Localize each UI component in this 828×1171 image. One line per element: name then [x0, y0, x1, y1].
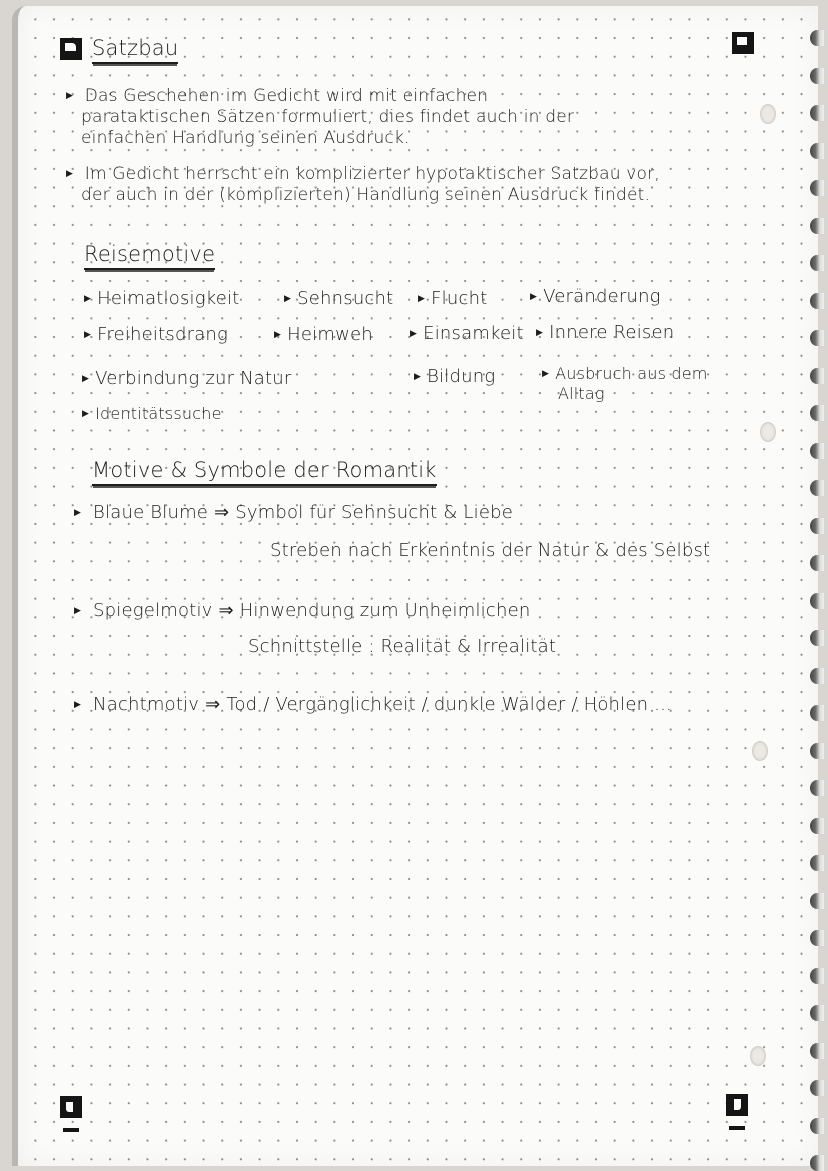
- spiral-coil-icon: [810, 555, 824, 571]
- spiral-coil-icon: [810, 743, 824, 759]
- scan-marker-top-left-icon: [60, 38, 82, 60]
- spiral-coil-icon: [810, 480, 824, 496]
- spiral-coil-icon: [810, 1155, 824, 1171]
- reisemotiv-item: ▶ Veränderung: [530, 286, 661, 307]
- spiral-coil-icon: [810, 368, 824, 384]
- spiral-coil-icon: [810, 818, 824, 834]
- motiv-term: Blaue Blume: [93, 502, 209, 523]
- spiral-coil-icon: [810, 218, 824, 234]
- spiral-coil-icon: [810, 68, 824, 84]
- reisemotiv-item: ▶ Ausbruch aus dem: [542, 364, 708, 383]
- spiral-coil-icon: [810, 330, 824, 346]
- scan-marker-bottom-left-icon: [60, 1096, 82, 1118]
- spiral-coil-icon: [810, 593, 824, 609]
- reisemotiv-item: ▶ Freiheitsdrang: [84, 324, 228, 345]
- motiv-entry-blaue-blume: [74, 502, 513, 523]
- scan-marker-top-right-icon: [732, 32, 754, 54]
- notebook-page: [12, 6, 818, 1166]
- motiv-meaning-line-2: Schnittstelle : Realität & Irrealität: [248, 636, 557, 657]
- satzbau-bullet-2: [66, 164, 660, 184]
- motiv-meaning-line-2: Streben nach Erkenntnis der Natur & des Selbst: [270, 540, 711, 561]
- spiral-coil-icon: [810, 255, 824, 271]
- motiv-entry-spiegelmotiv: [74, 600, 530, 621]
- spiral-coil-icon: [810, 705, 824, 721]
- spiral-binding: [804, 0, 828, 1171]
- reisemotiv-item: ▶ Flucht: [418, 288, 487, 309]
- spiral-coil-icon: [810, 1043, 824, 1059]
- spiral-coil-icon: [810, 780, 824, 796]
- motiv-meaning: Hinwendung zum Unheimlichen: [239, 600, 531, 621]
- reisemotiv-item: ▶ Bildung: [414, 366, 495, 387]
- spiral-coil-icon: [810, 518, 824, 534]
- spiral-coil-icon: [810, 630, 824, 646]
- reisemotiv-item: ▶ Sehnsucht: [284, 288, 393, 309]
- spiral-coil-icon: [810, 968, 824, 984]
- spiral-coil-icon: [810, 1005, 824, 1021]
- punched-hole-icon: [760, 104, 776, 124]
- spiral-coil-icon: [810, 443, 824, 459]
- satzbau-bullet-1-line-2: parataktischen Sätzen formuliert, dies findet auch in der: [81, 107, 575, 127]
- reisemotiv-item: ▶ Heimweh: [274, 324, 373, 345]
- section-heading-motive-symbole: Motive & Symbole der Romantik: [92, 458, 437, 486]
- spiral-coil-icon: [810, 855, 824, 871]
- spiral-coil-icon: [810, 930, 824, 946]
- spiral-coil-icon: [810, 293, 824, 309]
- punched-hole-icon: [752, 741, 768, 761]
- arrow-icon: ⇒: [214, 502, 230, 523]
- spiral-coil-icon: [810, 405, 824, 421]
- motiv-entry-nachtmotiv: [74, 694, 672, 715]
- arrow-icon: ⇒: [218, 600, 234, 621]
- spiral-coil-icon: [810, 105, 824, 121]
- satzbau-bullet-2-line-2: der auch in der (komplizierten) Handlung seinen Ausdruck findet.: [81, 185, 651, 205]
- marker-bar-icon: [729, 1126, 745, 1130]
- motiv-term: Spiegelmotiv: [93, 600, 213, 621]
- spiral-coil-icon: [810, 180, 824, 196]
- spiral-coil-icon: [810, 30, 824, 46]
- spiral-coil-icon: [810, 668, 824, 684]
- satzbau-bullet-1-line-3: einfachen Handlung seinen Ausdruck.: [81, 128, 410, 148]
- marker-bar-icon: [63, 1128, 79, 1132]
- section-heading-satzbau: Satzbau: [92, 36, 178, 64]
- spiral-coil-icon: [810, 1080, 824, 1096]
- spiral-coil-icon: [810, 893, 824, 909]
- motiv-meaning: Tod / Vergänglichkeit / dunkle Wälder / Höhlen ...: [226, 694, 672, 715]
- motiv-term: Nachtmotiv: [93, 694, 200, 715]
- section-heading-reisemotive: Reisemotive: [84, 242, 215, 270]
- reisemotiv-item-continued: Alltag: [558, 384, 605, 403]
- reisemotiv-item: ▶ Innere Reisen: [536, 322, 674, 343]
- satzbau-bullet-1: [66, 86, 488, 106]
- punched-hole-icon: [750, 1046, 766, 1066]
- reisemotiv-item: ▶ Heimatlosigkeit: [84, 288, 239, 309]
- motiv-meaning: Symbol für Sehnsucht & Liebe: [235, 502, 514, 523]
- punched-hole-icon: [760, 422, 776, 442]
- reisemotiv-item: ▶ Identitätssuche: [82, 404, 222, 423]
- reisemotiv-item: ▶ Einsamkeit: [410, 323, 524, 344]
- reisemotiv-item: ▶ Verbindung zur Natur: [82, 368, 291, 389]
- scan-marker-bottom-right-icon: [726, 1094, 748, 1116]
- spiral-coil-icon: [810, 1118, 824, 1134]
- spiral-coil-icon: [810, 143, 824, 159]
- satzbau-bullet-2-line-1: Im Gedicht herrscht ein komplizierter hypotaktischer Satzbau vor,: [84, 164, 660, 184]
- satzbau-bullet-1-line-1: Das Geschehen im Gedicht wird mit einfachen: [84, 86, 489, 106]
- arrow-icon: ⇒: [205, 694, 221, 715]
